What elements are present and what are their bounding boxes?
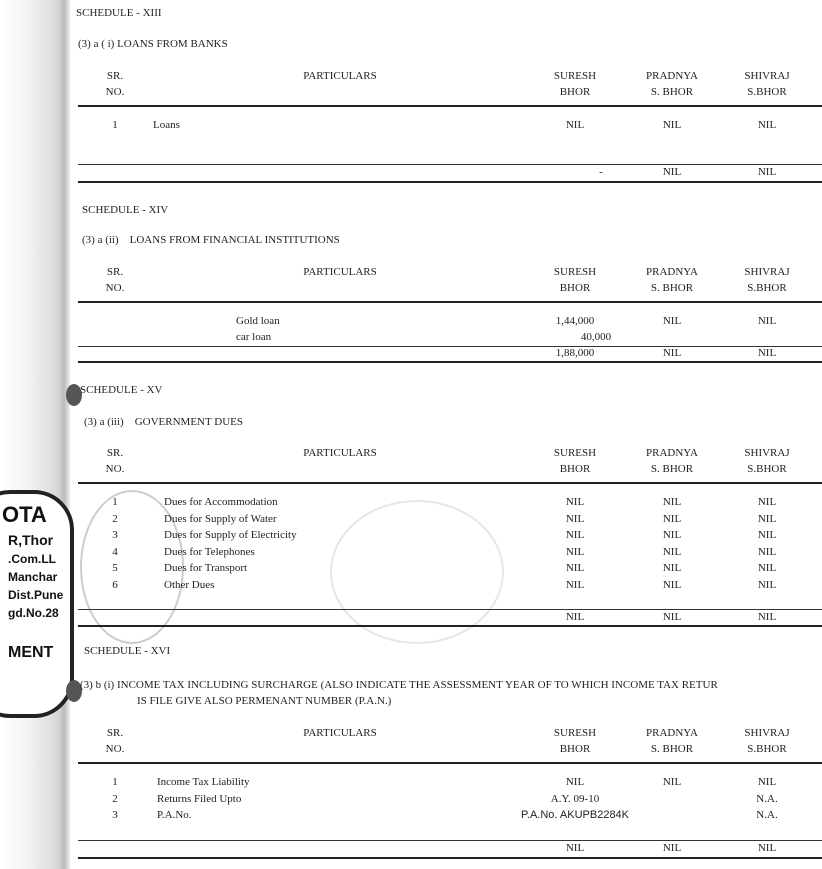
row-value-c2: NIL [662,579,682,591]
column-header-shivraj: S.BHOR [747,743,787,755]
rule-line [78,181,822,183]
row-sr: 2 [112,512,118,525]
row-sr: 2 [112,792,118,805]
total-c1: 1,88,000 [555,347,595,359]
total-c1: NIL [565,611,585,623]
row-value-c2: NIL [662,776,682,788]
column-header-sr: SR. [106,447,124,459]
row-value-c3: NIL [757,315,777,327]
row-value-c1: NIL [565,496,585,508]
total-c2: NIL [662,611,682,623]
column-header-shivraj: S.BHOR [747,463,787,475]
schedule-subtitle: (3) a (ii) LOANS FROM FINANCIAL INSTITUTIONS [82,234,340,246]
total-c1: NIL [565,842,585,854]
rule-line [78,105,822,107]
row-value-c3: N.A. [756,809,778,821]
row-value-c1: NIL [565,562,585,575]
column-header-no: NO. [105,743,125,755]
column-header-no: NO. [105,282,125,294]
total-c1: - [599,166,603,178]
row-value-c1: NIL [565,512,585,525]
row-particular: Dues for Supply of Water [164,512,277,525]
rule-line [78,840,822,841]
column-header-pradnya: S. BHOR [650,743,694,755]
column-header-pradnya: S. BHOR [650,282,694,294]
row-sr: 1 [112,119,118,131]
column-header-no: NO. [105,86,125,98]
rule-line [78,361,822,363]
row-value-c2: NIL [662,545,682,558]
schedule-subtitle: (3) a ( i) LOANS FROM BANKS [78,38,228,50]
row-value-c2: NIL [662,496,682,508]
row-value-c1: NIL [565,529,585,542]
column-header-suresh: BHOR [559,282,591,294]
row-particular: Dues for Transport [164,562,248,575]
column-header-particulars: PARTICULARS [303,266,377,278]
row-value-c3: N.A. [756,792,778,805]
total-c2: NIL [662,842,682,854]
row-sr: 3 [112,529,118,542]
row-sr: 1 [112,496,118,508]
schedule-title: SCHEDULE - XV [80,384,163,396]
total-c3: NIL [757,842,777,854]
row-particular: Loans [153,119,180,131]
row-value-c3: NIL [757,579,777,591]
column-header-shivraj: S.BHOR [747,282,787,294]
rule-line [78,857,822,859]
row-value-c1: P.A.No. AKUPB2284K [520,809,630,821]
row-value-c2: NIL [662,529,682,542]
row-value-c1: NIL [565,545,585,558]
row-particular: Dues for Accommodation [164,496,278,508]
page-edge-shadow [0,0,70,869]
row-particular: P.A.No. [157,809,192,821]
rule-line [78,609,822,610]
row-sr: 5 [112,562,118,575]
column-header-pradnya: PRADNYA [646,266,698,278]
row-value-c2: NIL [662,562,682,575]
column-header-shivraj: SHIVRAJ [744,266,790,278]
row-value-c3: NIL [757,562,777,575]
total-c3: NIL [757,166,777,178]
row-sr: 3 [112,809,118,821]
row-particular: Gold loan [236,315,280,327]
row-sr: 6 [112,579,118,591]
row-value-c1: NIL [565,119,585,131]
column-header-suresh: BHOR [559,463,591,475]
row-value-c3: NIL [757,512,777,525]
column-header-suresh: SURESH [553,727,597,739]
column-header-shivraj: SHIVRAJ [744,727,790,739]
row-value-c1: NIL [565,579,585,591]
column-header-sr: SR. [106,727,124,739]
column-header-sr: SR. [106,70,124,82]
row-particular: Dues for Supply of Electricity [164,529,297,542]
row-value-c1: 1,44,000 [555,315,595,327]
column-header-suresh: SURESH [553,447,597,459]
column-header-pradnya: PRADNYA [646,447,698,459]
row-particular: Income Tax Liability [157,776,250,788]
total-c3: NIL [757,611,777,623]
row-sr: 4 [112,545,118,558]
schedule-title: SCHEDULE - XIII [76,7,162,19]
rule-line [78,346,822,347]
column-header-particulars: PARTICULARS [303,70,377,82]
column-header-sr: SR. [106,266,124,278]
row-value-c1: A.Y. 09-10 [550,792,600,805]
column-header-particulars: PARTICULARS [303,727,377,739]
row-sr: 1 [112,776,118,788]
row-particular: Other Dues [164,579,215,591]
column-header-pradnya: S. BHOR [650,463,694,475]
notary-stamp: OTA R,Thor .Com.LL Manchar Dist.Pune gd.No.28 MENT [0,490,74,718]
rule-line [78,164,822,165]
row-particular: Dues for Telephones [164,545,255,558]
column-header-suresh: SURESH [553,266,597,278]
column-header-pradnya: PRADNYA [646,70,698,82]
row-value-c1: NIL [565,776,585,788]
column-header-suresh: SURESH [553,70,597,82]
row-value-c3: NIL [757,119,777,131]
row-value-c2: NIL [662,512,682,525]
row-value-c3: NIL [757,776,777,788]
column-header-suresh: BHOR [559,743,591,755]
total-c3: NIL [757,347,777,359]
schedule-subtitle: (3) b (i) INCOME TAX INCLUDING SURCHARGE (ALSO INDICATE THE ASSESSMENT YEAR OF TO WHICH INCOME TAX RETUR [80,679,718,691]
row-particular: car loan [236,331,272,343]
rule-line [78,301,822,303]
total-c2: NIL [662,347,682,359]
schedule-subtitle: (3) a (iii) GOVERNMENT DUES [84,416,243,428]
faint-stamp [330,500,504,644]
column-header-shivraj: SHIVRAJ [744,447,790,459]
column-header-pradnya: S. BHOR [650,86,694,98]
column-header-pradnya: PRADNYA [646,727,698,739]
schedule-title: SCHEDULE - XIV [82,204,169,216]
rule-line [78,482,822,484]
row-value-c3: NIL [757,529,777,542]
column-header-no: NO. [105,463,125,475]
schedule-title: SCHEDULE - XVI [84,645,171,657]
column-header-shivraj: SHIVRAJ [744,70,790,82]
rule-line [78,625,822,627]
schedule-subtitle: IS FILE GIVE ALSO PERMENANT NUMBER (P.A.N.) [137,695,392,707]
row-value-c2: NIL [662,119,682,131]
rule-line [78,762,822,764]
row-value-c3: NIL [757,496,777,508]
row-particular: Returns Filed Upto [157,792,242,805]
column-header-shivraj: S.BHOR [747,86,787,98]
row-value-c2: NIL [662,315,682,327]
total-c2: NIL [662,166,682,178]
row-value-c1: 40,000 [580,331,612,343]
row-value-c3: NIL [757,545,777,558]
column-header-particulars: PARTICULARS [303,447,377,459]
column-header-suresh: BHOR [559,86,591,98]
